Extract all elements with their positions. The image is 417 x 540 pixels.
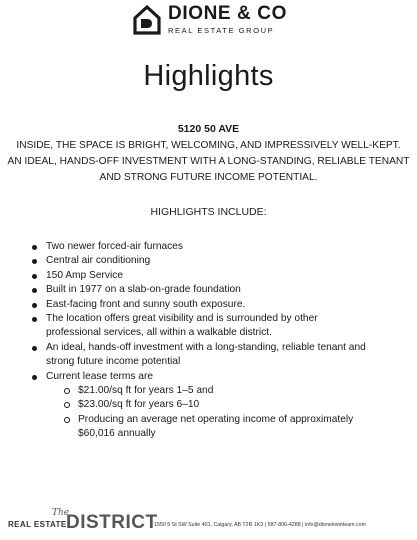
company-logo: [132, 4, 287, 36]
sub-list-item: [62, 398, 375, 412]
list-item: [30, 254, 375, 268]
list-item: [30, 240, 375, 254]
brand-subtitle: REAL ESTATE GROUP: [168, 26, 275, 35]
page-title: Highlights: [143, 60, 274, 92]
footer: [8, 508, 413, 534]
intro-line: INSIDE, THE SPACE IS BRIGHT, WELCOMING, AND IMPRESSIVELY WELL-KEPT.: [16, 140, 401, 151]
bullet-icon: [32, 274, 37, 279]
property-address: 5120 50 AVE: [177, 123, 240, 135]
section-heading: HIGHLIGHTS INCLUDE:: [150, 206, 267, 218]
bullet-icon: [32, 375, 37, 380]
list-item: [30, 269, 375, 283]
footer-brand-logo: [8, 508, 158, 534]
hollow-bullet-icon: [64, 388, 70, 394]
bullet-icon: [32, 346, 37, 351]
sub-list-item-text: $21.00/sq ft for years 1–5 and: [78, 385, 214, 397]
intro-text: [6, 138, 411, 186]
list-item: [30, 341, 375, 370]
bullet-icon: [32, 303, 37, 308]
bullet-icon: [32, 259, 37, 264]
list-item-text: Two newer forced-air furnaces: [46, 241, 184, 252]
bullet-icon: [32, 245, 37, 250]
intro-line: AND STRONG FUTURE INCOME POTENTIAL.: [99, 172, 318, 183]
intro-line: AN IDEAL, HANDS-OFF INVESTMENT WITH A LONG-STANDING, RELIABLE TENANT: [7, 156, 410, 167]
house-d-logo-icon: [132, 4, 162, 36]
footer-brand-real-estate: REAL ESTATE: [8, 520, 67, 529]
list-item-text: East-facing front and sunny south exposure.: [46, 298, 246, 310]
sub-list-item-text: Producing an average net operating income of approximately $60,016 annually: [78, 413, 354, 440]
lease-terms-list: [46, 384, 375, 442]
list-item: [30, 312, 375, 341]
list-item-text: The location offers great visibility and is surrounded by other professional services, all within a walkable district.: [46, 313, 318, 339]
list-item-text: An ideal, hands-off investment with a long-standing, reliable tenant and strong future income potential: [46, 341, 366, 368]
brand-name: DIONE & CO: [168, 3, 287, 24]
list-item: [30, 370, 375, 442]
list-item: [30, 298, 375, 312]
list-item-text: Central air conditioning: [46, 255, 151, 267]
footer-contact: 1550 5 St SW Suite 401, Calgary, AB T2R 1K3 | 587-806-4288 | info@dioneirwinteam.com: [154, 522, 366, 528]
footer-brand-district: DISTRICT: [66, 512, 158, 533]
list-item-text: 150 Amp Service: [46, 269, 124, 281]
highlights-list: [30, 240, 375, 442]
sub-list-item: [62, 413, 375, 442]
footer-brand-the: The: [52, 508, 70, 518]
list-item: [30, 283, 375, 297]
list-item-text: Built in 1977 on a slab-on-grade foundation: [46, 284, 241, 296]
bullet-icon: [32, 288, 37, 293]
sub-list-item: [62, 384, 375, 398]
sub-list-item-text: $23.00/sq ft for years 6–10: [78, 399, 200, 411]
list-item-text: Current lease terms are: [46, 370, 154, 382]
hollow-bullet-icon: [64, 402, 70, 408]
hollow-bullet-icon: [64, 417, 70, 423]
bullet-icon: [32, 317, 37, 322]
